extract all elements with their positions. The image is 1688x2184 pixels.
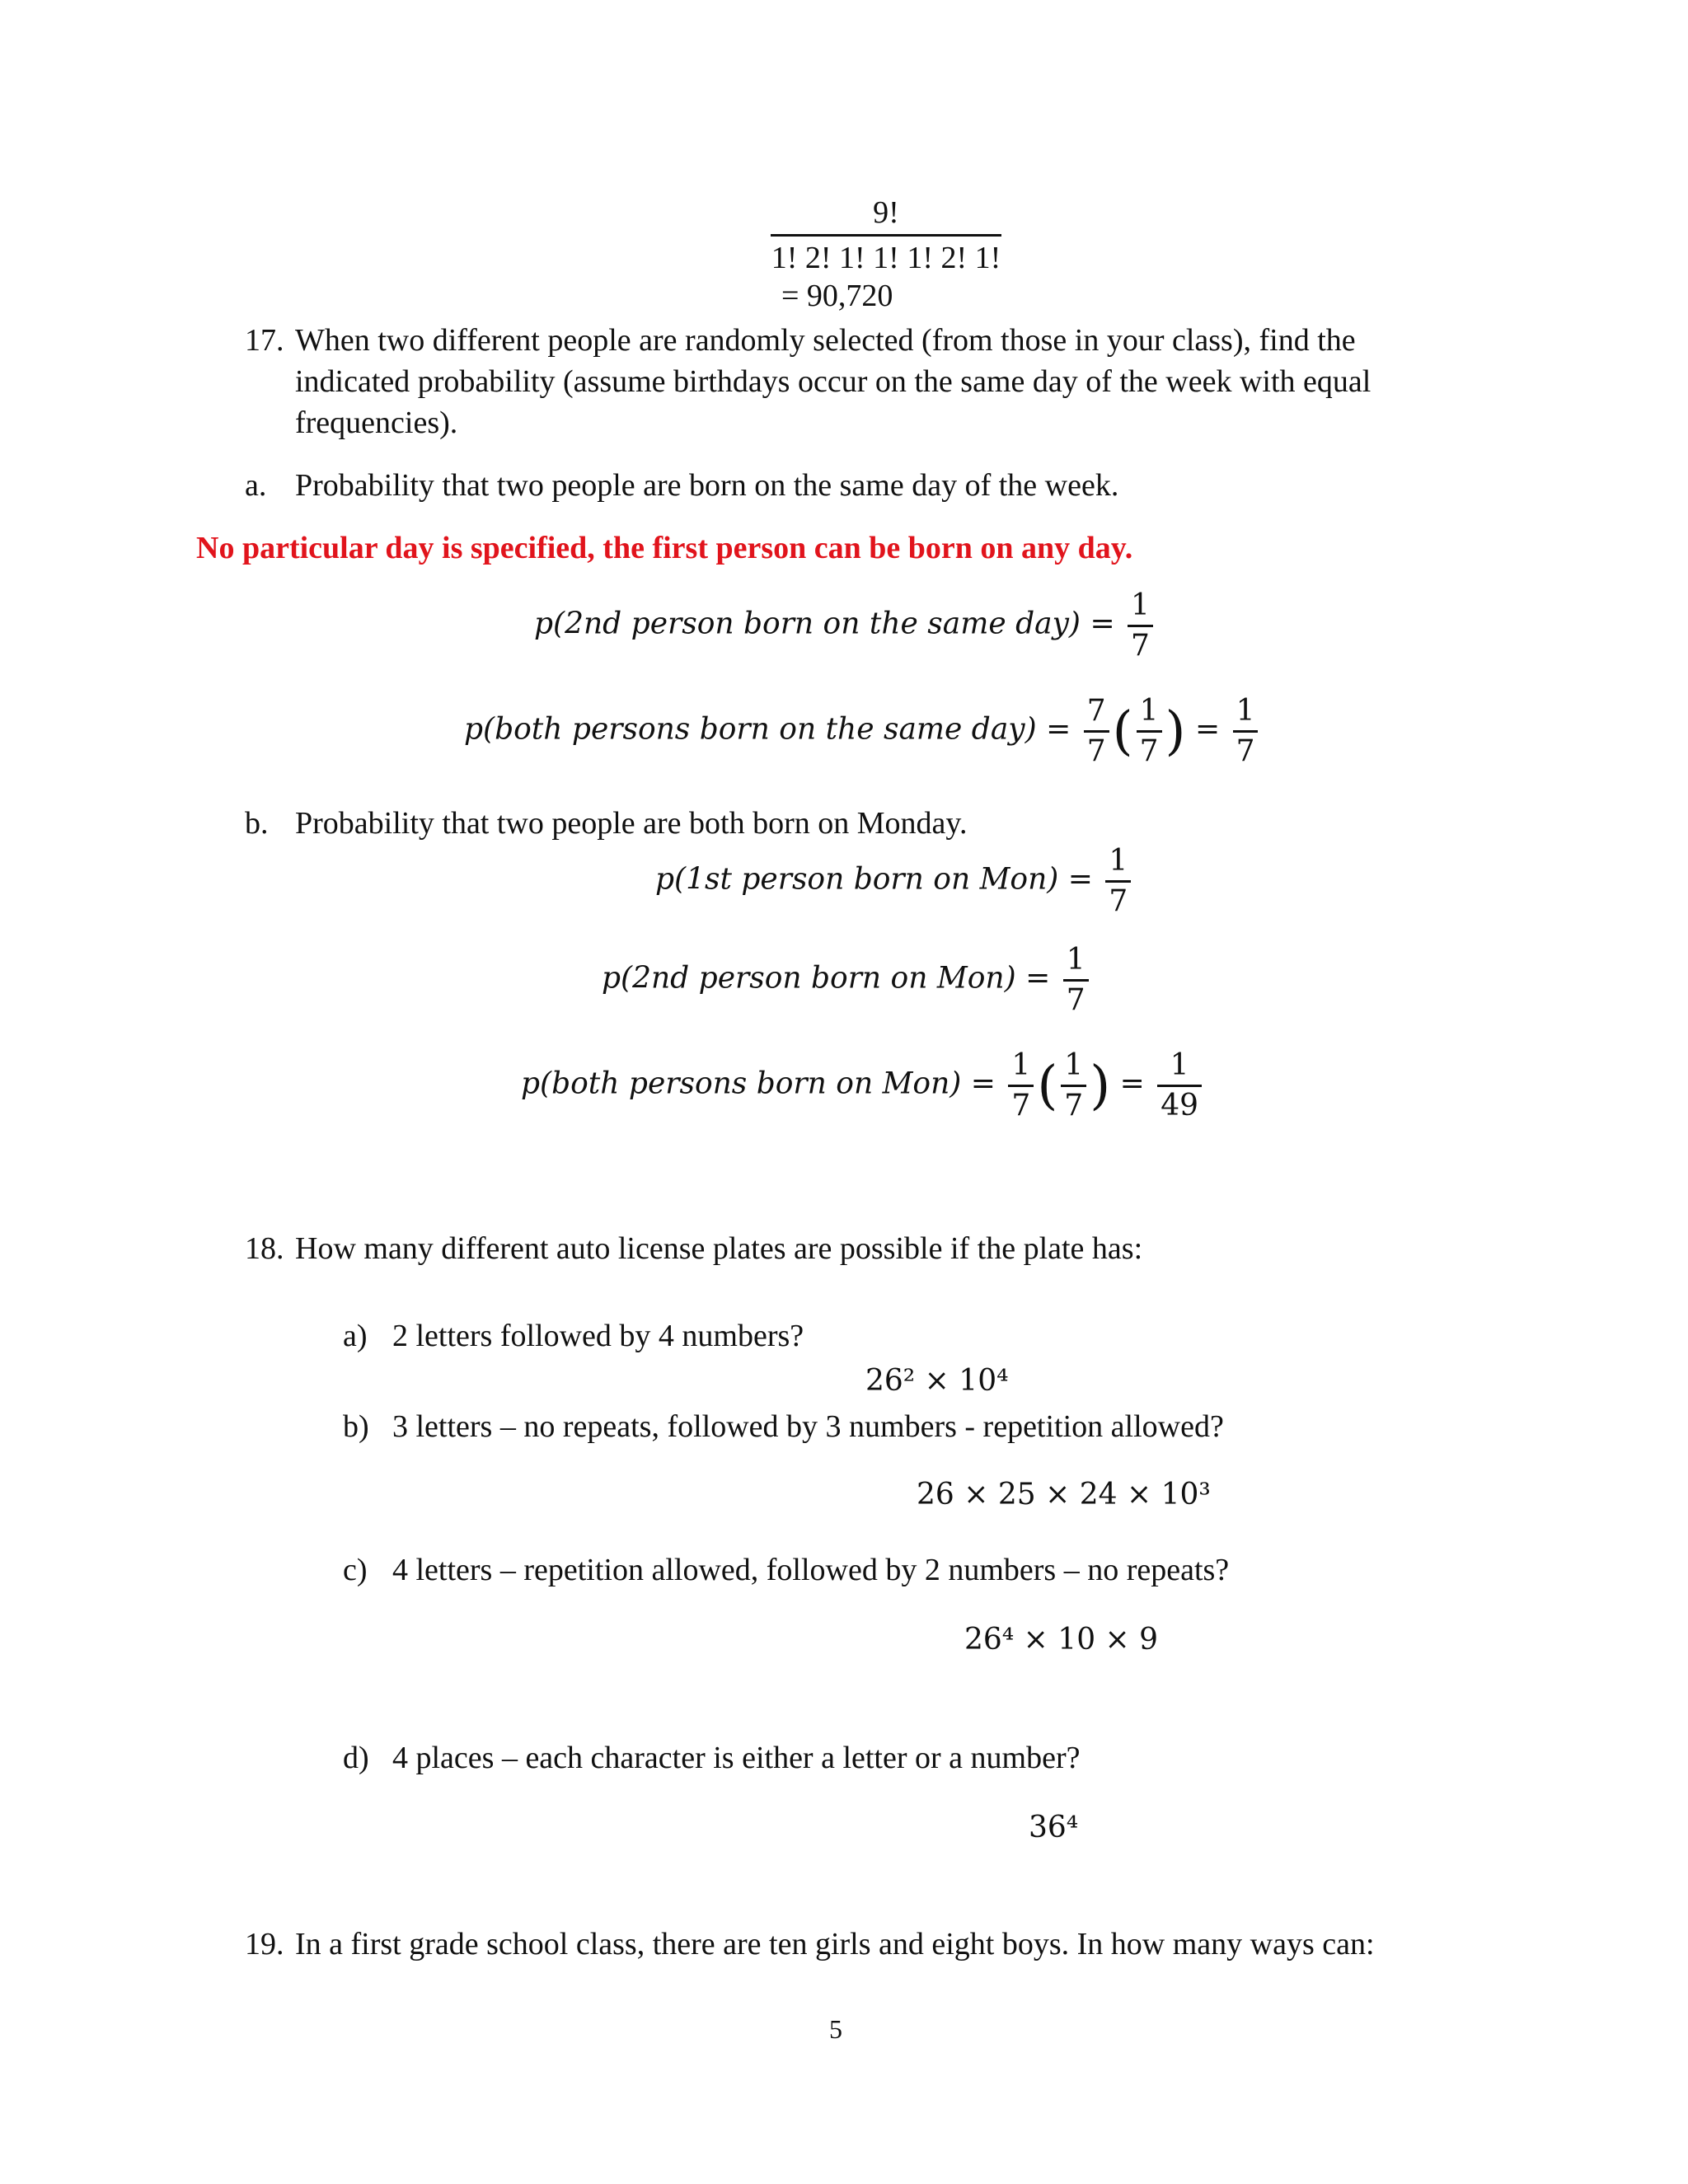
eq5-left-paren: ( xyxy=(1037,1055,1058,1117)
eq2-right-paren: ) xyxy=(1165,701,1186,762)
q18d xyxy=(343,1737,1080,1779)
eq5-fraction1 xyxy=(1008,1047,1034,1125)
q18b-answer: 26 × 25 × 24 × 10³ xyxy=(917,1478,1211,1511)
q19-text: In a first grade school class, there are ten girls and eight boys. In how many ways can: xyxy=(295,1927,1375,1961)
q17-note: No particular day is specified, the first person can be born on any day. xyxy=(196,531,1133,565)
eq2-equals2: = xyxy=(1194,712,1230,747)
eq4-lhs: p(2nd person born on Mon) xyxy=(602,961,1016,996)
eq5-f2-den: 7 xyxy=(1064,1089,1084,1122)
eq5-f1-num: 1 xyxy=(1008,1047,1034,1087)
top-fraction-numerator: 9! xyxy=(771,191,1001,237)
q19-number: 19. xyxy=(245,1927,284,1961)
eq5-fraction2 xyxy=(1061,1047,1086,1125)
q18c-label: c) xyxy=(343,1553,368,1587)
eq1-lhs: p(2nd person born on the same day) xyxy=(534,607,1081,641)
eq2-result xyxy=(1233,692,1259,771)
q17-eq4 xyxy=(602,941,1092,1019)
eq2-r-den: 7 xyxy=(1236,734,1255,768)
eq5-lhs: p(both persons born on Mon) xyxy=(521,1066,962,1101)
eq3-fraction xyxy=(1105,842,1131,921)
q17b-label: b. xyxy=(245,806,269,841)
eq3-lhs: p(1st person born on Mon) xyxy=(655,862,1059,897)
eq2-equals: = xyxy=(1046,712,1081,747)
eq2-left-paren: ( xyxy=(1112,701,1133,762)
eq4-fraction xyxy=(1063,941,1089,1019)
eq2-f1-num: 7 xyxy=(1084,692,1109,733)
q17-line1: When two different people are randomly selected (from those in your class), find the xyxy=(295,323,1356,358)
eq2-f1-den: 7 xyxy=(1086,734,1106,768)
eq5-equals: = xyxy=(970,1066,1006,1101)
eq1-equals: = xyxy=(1090,607,1125,641)
eq4-den: 7 xyxy=(1066,983,1085,1017)
eq5-result xyxy=(1157,1047,1202,1125)
q18-text: How many different auto license plates are possible if the plate has: xyxy=(295,1231,1143,1266)
eq2-fraction2 xyxy=(1137,692,1162,771)
q18c-text: 4 letters – repetition allowed, followed by 2 numbers – no repeats? xyxy=(392,1553,1230,1587)
q18a-text: 2 letters followed by 4 numbers? xyxy=(392,1319,804,1353)
q18c xyxy=(343,1549,1229,1591)
top-fraction xyxy=(771,191,1001,279)
eq5-f1-den: 7 xyxy=(1011,1089,1031,1122)
eq2-r-num: 1 xyxy=(1233,692,1259,733)
eq4-equals: = xyxy=(1025,961,1060,996)
eq4-num: 1 xyxy=(1063,941,1089,982)
q17-eq3 xyxy=(655,842,1134,921)
q18b-label: b) xyxy=(343,1409,369,1444)
q17-line3: frequencies). xyxy=(295,405,458,440)
q18a xyxy=(343,1315,804,1357)
q17a-text: Probability that two people are born on the same day of the week. xyxy=(295,468,1119,503)
eq5-right-paren: ) xyxy=(1090,1055,1111,1117)
q17a-label: a. xyxy=(245,468,267,503)
q18-number: 18. xyxy=(245,1231,284,1266)
q17-number: 17. xyxy=(245,323,284,358)
top-fraction-denominator: 1! 2! 1! 1! 1! 2! 1! xyxy=(771,241,1001,275)
eq1-den: 7 xyxy=(1131,629,1150,663)
eq1-fraction xyxy=(1128,587,1153,665)
eq3-den: 7 xyxy=(1109,884,1128,918)
q18c-answer: 26⁴ × 10 × 9 xyxy=(964,1623,1159,1657)
eq3-equals: = xyxy=(1067,862,1103,897)
eq5-equals2: = xyxy=(1119,1066,1155,1101)
eq2-f2-den: 7 xyxy=(1139,734,1159,768)
q18a-answer: 26² × 10⁴ xyxy=(865,1364,1009,1398)
eq3-num: 1 xyxy=(1105,842,1131,883)
page-number: 5 xyxy=(829,2014,842,2044)
q18d-text: 4 places – each character is either a letter or a number? xyxy=(392,1741,1081,1775)
eq2-fraction1 xyxy=(1084,692,1109,771)
eq2-lhs: p(both persons born on the same day) xyxy=(464,712,1037,747)
eq1-num: 1 xyxy=(1128,587,1153,627)
q17-eq1 xyxy=(534,587,1156,665)
eq5-r-den: 49 xyxy=(1160,1089,1199,1122)
q18d-answer: 36⁴ xyxy=(1029,1811,1079,1844)
top-fraction-result: = 90,720 xyxy=(781,279,893,313)
eq2-f2-num: 1 xyxy=(1137,692,1162,733)
q17-eq5 xyxy=(521,1047,1205,1125)
eq5-f2-num: 1 xyxy=(1061,1047,1086,1087)
q18a-label: a) xyxy=(343,1319,368,1353)
q18d-label: d) xyxy=(343,1741,369,1775)
q18b xyxy=(343,1406,1224,1447)
q17b-text: Probability that two people are both born on Monday. xyxy=(295,806,968,841)
eq5-r-num: 1 xyxy=(1157,1047,1202,1087)
q17-eq2 xyxy=(464,692,1261,771)
q17-line2: indicated probability (assume birthdays occur on the same day of the week with equal xyxy=(295,364,1372,399)
q18b-text: 3 letters – no repeats, followed by 3 numbers - repetition allowed? xyxy=(392,1409,1224,1444)
